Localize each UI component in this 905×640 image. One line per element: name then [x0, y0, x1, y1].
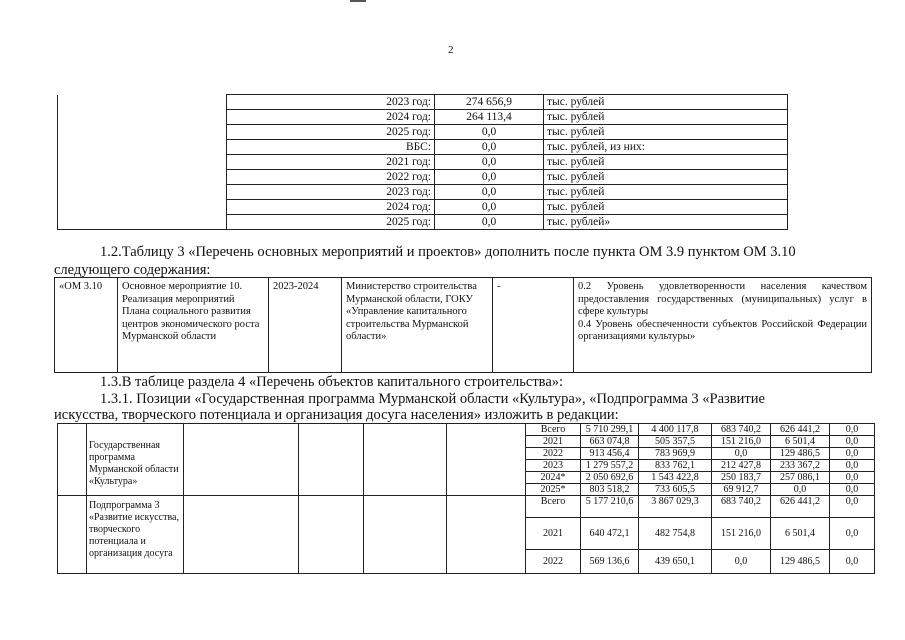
- table-row: [58, 215, 788, 230]
- table-row: [58, 496, 875, 518]
- table-row: [58, 110, 788, 125]
- value-cell: 0,0: [830, 496, 875, 518]
- amount-value: 0,0: [435, 200, 544, 215]
- value-cell: 250 183,7: [712, 472, 771, 484]
- year-cell: 2021: [526, 436, 581, 448]
- unit-label: тыс. рублей: [544, 125, 788, 140]
- value-cell: 0,0: [830, 484, 875, 496]
- empty-cell: [58, 170, 227, 185]
- value-cell: 151 216,0: [712, 436, 771, 448]
- table-row: [58, 155, 788, 170]
- value-cell: 5 710 299,1: [581, 424, 639, 436]
- empty-cell: [364, 496, 447, 574]
- empty-cell: [58, 155, 227, 170]
- value-cell: 833 762,1: [639, 460, 712, 472]
- value-cell: 212 427,8: [712, 460, 771, 472]
- table-row: [58, 185, 788, 200]
- value-cell: 0,0: [830, 424, 875, 436]
- value-cell: 626 441,2: [771, 424, 830, 436]
- paragraph-1-2-cont: следующего содержания:: [54, 262, 211, 278]
- indicator-2: 0.4 Уровень обеспеченности субъектов Российской Федерации организациями культуры»: [578, 318, 867, 342]
- empty-cell: [299, 496, 364, 574]
- empty-cell: [58, 424, 87, 496]
- value-cell: 0,0: [830, 550, 875, 574]
- value-cell: 482 754,8: [639, 518, 712, 550]
- year-cell: 2024*: [526, 472, 581, 484]
- measures-table: [54, 277, 872, 373]
- table-row: [58, 424, 875, 436]
- empty-cell: [447, 424, 526, 496]
- measure-executor: Министерство строительства Мурманской области, ГОКУ «Управление капитального строительства Мурманской области»: [342, 278, 493, 373]
- value-cell: 0,0: [712, 448, 771, 460]
- empty-cell: [299, 424, 364, 496]
- value-cell: 4 400 117,8: [639, 424, 712, 436]
- amount-value: 264 113,4: [435, 110, 544, 125]
- empty-cell: [58, 496, 87, 574]
- value-cell: 505 357,5: [639, 436, 712, 448]
- value-cell: 803 518,2: [581, 484, 639, 496]
- year-label: 2025 год:: [227, 215, 435, 230]
- value-cell: 0,0: [830, 472, 875, 484]
- unit-label: тыс. рублей: [544, 110, 788, 125]
- unit-label: тыс. рублей: [544, 185, 788, 200]
- amount-value: 0,0: [435, 170, 544, 185]
- indicator-1: 0.2 Уровень удовлетворенности населения качеством предоставления государственных (муниципальных) услуг в сфере культуры: [578, 281, 867, 317]
- value-cell: 2 050 692,6: [581, 472, 639, 484]
- page-number: 2: [448, 44, 454, 56]
- value-cell: 439 650,1: [639, 550, 712, 574]
- unit-label: тыс. рублей: [544, 95, 788, 110]
- year-cell: 2022: [526, 448, 581, 460]
- value-cell: 0,0: [830, 448, 875, 460]
- amount-value: 0,0: [435, 125, 544, 140]
- year-cell: Всего: [526, 424, 581, 436]
- empty-cell: [58, 110, 227, 125]
- value-cell: 569 136,6: [581, 550, 639, 574]
- year-label: 2025 год:: [227, 125, 435, 140]
- unit-label: тыс. рублей: [544, 170, 788, 185]
- table-row: [58, 200, 788, 215]
- value-cell: 257 086,1: [771, 472, 830, 484]
- value-cell: 0,0: [830, 518, 875, 550]
- value-cell: 0,0: [712, 550, 771, 574]
- paragraph-1-3-1-cont: искусства, творческого потенциала и организация досуга населения» изложить в редакции:: [54, 407, 619, 423]
- value-cell: 0,0: [771, 484, 830, 496]
- year-label: 2022 год:: [227, 170, 435, 185]
- empty-cell: [364, 424, 447, 496]
- unit-label: тыс. рублей: [544, 200, 788, 215]
- value-cell: 640 472,1: [581, 518, 639, 550]
- empty-cell: [58, 215, 227, 230]
- year-cell: Всего: [526, 496, 581, 518]
- value-cell: 0,0: [830, 436, 875, 448]
- scan-mark: [350, 0, 366, 2]
- value-cell: 1 543 422,8: [639, 472, 712, 484]
- empty-cell: [184, 424, 299, 496]
- year-label: 2023 год:: [227, 95, 435, 110]
- amount-value: 0,0: [435, 155, 544, 170]
- paragraph-1-3: 1.3.В таблице раздела 4 «Перечень объектов капитального строительства»:: [100, 374, 564, 390]
- measure-dash: -: [493, 278, 574, 373]
- value-cell: 129 486,5: [771, 448, 830, 460]
- table-row: [58, 95, 788, 110]
- measure-name: Основное мероприятие 10. Реализация мероприятий Плана социального развития центров экономического роста Мурманской области: [118, 278, 269, 373]
- unit-label: тыс. рублей: [544, 155, 788, 170]
- value-cell: 0,0: [830, 460, 875, 472]
- value-cell: 626 441,2: [771, 496, 830, 518]
- measure-period: 2023-2024: [269, 278, 342, 373]
- table-row: [58, 140, 788, 155]
- unit-label: тыс. рублей, из них:: [544, 140, 788, 155]
- value-cell: 233 367,2: [771, 460, 830, 472]
- empty-cell: [58, 95, 227, 110]
- year-cell: 2023: [526, 460, 581, 472]
- year-cell: 2021: [526, 518, 581, 550]
- measure-indicators: [574, 278, 872, 373]
- value-cell: 913 456,4: [581, 448, 639, 460]
- year-label: 2021 год:: [227, 155, 435, 170]
- paragraph-1-2: 1.2.Таблицу 3 «Перечень основных мероприятий и проектов» дополнить после пункта ОМ 3.9 пунктом ОМ 3.10: [100, 244, 796, 260]
- amount-value: 274 656,9: [435, 95, 544, 110]
- value-cell: 6 501,4: [771, 436, 830, 448]
- value-cell: 663 074,8: [581, 436, 639, 448]
- value-cell: 683 740,2: [712, 496, 771, 518]
- paragraph-1-3-1: 1.3.1. Позиции «Государственная программа Мурманской области «Культура», «Подпрограмма 3 «Развитие: [100, 391, 765, 407]
- empty-cell: [184, 496, 299, 574]
- year-label: 2023 год:: [227, 185, 435, 200]
- year-label: ВБС:: [227, 140, 435, 155]
- value-cell: 6 501,4: [771, 518, 830, 550]
- year-cell: 2025*: [526, 484, 581, 496]
- table-row: [55, 278, 872, 373]
- empty-cell: [447, 496, 526, 574]
- value-cell: 733 605,5: [639, 484, 712, 496]
- value-cell: 151 216,0: [712, 518, 771, 550]
- year-label: 2024 год:: [227, 110, 435, 125]
- year-label: 2024 год:: [227, 200, 435, 215]
- empty-cell: [58, 125, 227, 140]
- object-name: Государственная программа Мурманской области «Культура»: [87, 424, 184, 496]
- table-row: [58, 170, 788, 185]
- table-row: [58, 125, 788, 140]
- value-cell: 129 486,5: [771, 550, 830, 574]
- unit-label: тыс. рублей»: [544, 215, 788, 230]
- year-cell: 2022: [526, 550, 581, 574]
- capital-construction-table: [57, 423, 875, 574]
- amount-value: 0,0: [435, 140, 544, 155]
- value-cell: 683 740,2: [712, 424, 771, 436]
- value-cell: 69 912,7: [712, 484, 771, 496]
- value-cell: 1 279 557,2: [581, 460, 639, 472]
- funding-table: [57, 94, 788, 230]
- object-name: Подпрограмма 3 «Развитие искусства, творческого потенциала и организация досуга: [87, 496, 184, 574]
- value-cell: 5 177 210,6: [581, 496, 639, 518]
- amount-value: 0,0: [435, 215, 544, 230]
- empty-cell: [58, 140, 227, 155]
- measure-code: «ОМ 3.10: [55, 278, 118, 373]
- amount-value: 0,0: [435, 185, 544, 200]
- value-cell: 783 969,9: [639, 448, 712, 460]
- empty-cell: [58, 200, 227, 215]
- empty-cell: [58, 185, 227, 200]
- value-cell: 3 867 029,3: [639, 496, 712, 518]
